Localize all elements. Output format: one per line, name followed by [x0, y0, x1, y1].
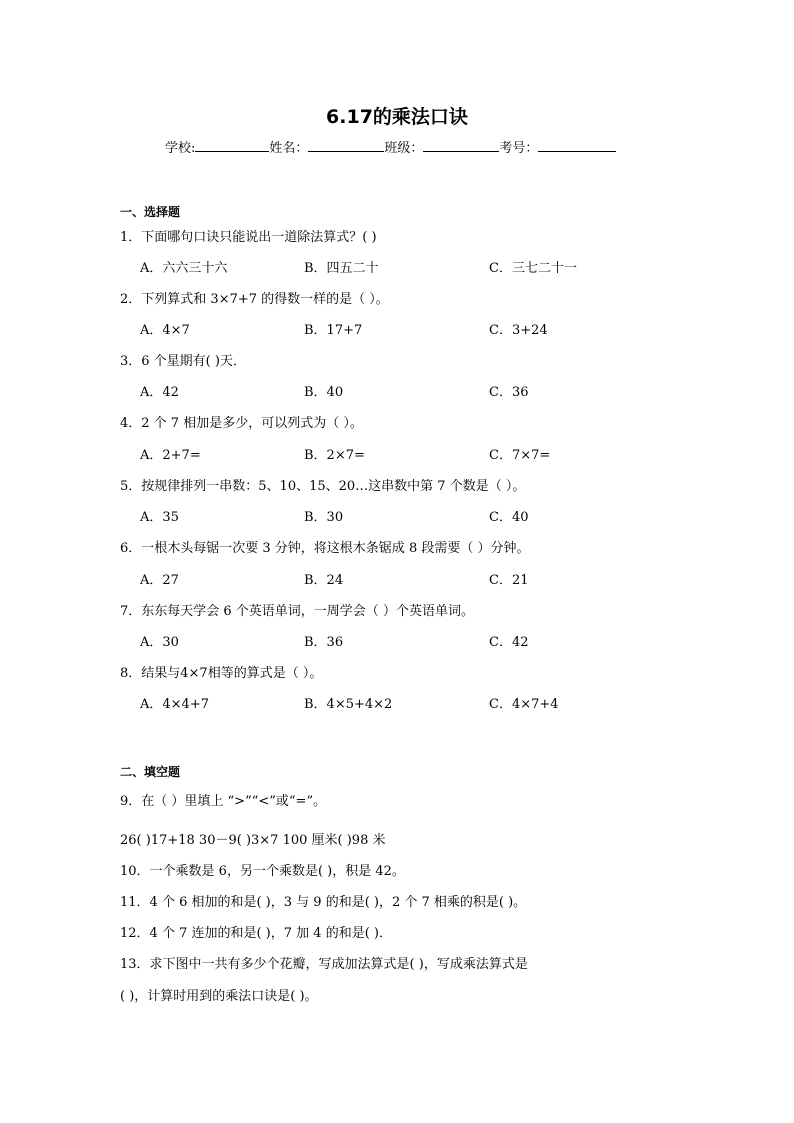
option-b[interactable]: B．30 — [304, 510, 344, 525]
fill-in-line[interactable]: 12．4 个 7 连加的和是( )，7 加 4 的和是( )． — [120, 926, 392, 941]
option-c[interactable]: C．3+24 — [489, 323, 548, 338]
option-b[interactable]: B．四五二十 — [304, 261, 379, 276]
fill-in-line: 9．在（ ）里填上 “>”“<”或“=”。 — [120, 794, 327, 809]
fill-in-line[interactable]: 11．4 个 6 相加的和是( )，3 与 9 的和是( )，2 个 7 相乘的积是( )。 — [120, 895, 527, 910]
option-b[interactable]: B．2×7= — [304, 448, 365, 463]
option-a[interactable]: A．27 — [140, 573, 179, 588]
option-a[interactable]: A．2+7= — [140, 448, 201, 463]
name-blank[interactable] — [308, 137, 384, 152]
option-c[interactable]: C．42 — [489, 635, 529, 650]
page-title: 6.17的乘法口诀 — [326, 106, 468, 128]
question-stem: 6．一根木头每锯一次要 3 分钟，将这根木条锯成 8 段需要（ ）分钟。 — [120, 541, 530, 556]
section-heading-fill-in: 二、填空题 — [120, 765, 181, 779]
student-info-row — [165, 137, 616, 159]
option-c[interactable]: C．7×7= — [489, 448, 551, 463]
question-stem: 7．东东每天学会 6 个英语单词，一周学会（ ）个英语单词。 — [120, 604, 474, 619]
option-b[interactable]: B．36 — [304, 635, 344, 650]
option-c[interactable]: C．三七二十一 — [489, 261, 577, 276]
option-c[interactable]: C．4×7+4 — [489, 697, 559, 712]
exam-no-label: 考号： — [499, 141, 539, 156]
question-stem: 3．6 个星期有( )天． — [120, 354, 246, 369]
fill-in-line[interactable]: ( )，计算时用到的乘法口诀是( )。 — [120, 989, 318, 1004]
option-a[interactable]: A．4×4+7 — [140, 697, 209, 712]
question-stem: 2．下列算式和 3×7+7 的得数一样的是（ ）。 — [120, 292, 389, 307]
fill-in-line[interactable]: 10．一个乘数是 6，另一个乘数是( )，积是 42。 — [120, 864, 405, 879]
option-b[interactable]: B．24 — [304, 573, 344, 588]
name-label: 姓名： — [269, 141, 309, 156]
exam-no-blank[interactable] — [538, 137, 616, 152]
question-stem: 5．按规律排列一串数：5、10、15、20…这串数中第 7 个数是（ ）。 — [120, 479, 526, 494]
question-stem: 8．结果与4×7相等的算式是（ ）。 — [120, 666, 323, 681]
option-c[interactable]: C．36 — [489, 385, 529, 400]
option-a[interactable]: A．4×7 — [140, 323, 190, 338]
option-a[interactable]: A．30 — [140, 635, 179, 650]
fill-in-line[interactable]: 26( )17+18 30－9( )3×7 100 厘米( )98 米 — [120, 833, 386, 848]
fill-in-line[interactable]: 13．求下图中一共有多少个花瓣，写成加法算式是( )，写成乘法算式是 — [120, 957, 528, 972]
option-a[interactable]: A．42 — [140, 385, 179, 400]
option-a[interactable]: A．六六三十六 — [140, 261, 228, 276]
option-b[interactable]: B．17+7 — [304, 323, 363, 338]
option-a[interactable]: A．35 — [140, 510, 179, 525]
class-label: 班级： — [384, 141, 424, 156]
option-b[interactable]: B．40 — [304, 385, 344, 400]
school-label: 学校: — [165, 141, 196, 156]
section-heading-choice: 一、选择题 — [120, 205, 181, 219]
class-blank[interactable] — [423, 137, 499, 152]
school-blank[interactable] — [195, 137, 269, 152]
question-stem: 1．下面哪句口诀只能说出一道除法算式？( ) — [120, 230, 377, 245]
option-c[interactable]: C．21 — [489, 573, 529, 588]
option-b[interactable]: B．4×5+4×2 — [304, 697, 393, 712]
question-stem: 4．2 个 7 相加是多少，可以列式为（ ）。 — [120, 416, 363, 431]
option-c[interactable]: C．40 — [489, 510, 529, 525]
